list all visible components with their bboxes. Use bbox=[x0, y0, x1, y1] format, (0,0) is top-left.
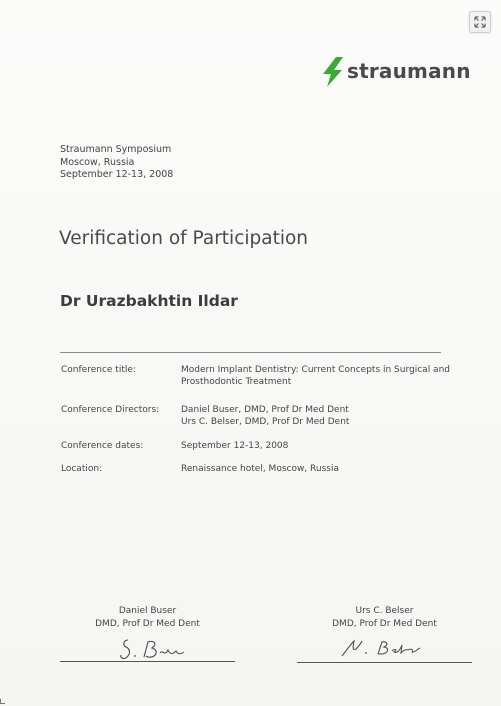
symposium-name: Straumann Symposium bbox=[60, 144, 172, 155]
signatory-2-signature bbox=[338, 637, 430, 659]
divider bbox=[60, 352, 441, 353]
signatory-2-title: DMD, Prof Dr Med Dent bbox=[332, 619, 437, 629]
signatory-1-signature bbox=[118, 637, 186, 663]
signatory-1-line bbox=[60, 661, 235, 662]
conference-dates-label: Conference dates: bbox=[61, 441, 144, 451]
signatory-1-title: DMD, Prof Dr Med Dent bbox=[95, 619, 200, 629]
conference-title-label: Conference title: bbox=[61, 365, 136, 375]
participant-name: Dr Urazbakhtin Ildar bbox=[60, 292, 238, 310]
brand-name: straumann bbox=[347, 59, 471, 83]
page-corner-mark bbox=[0, 699, 5, 704]
document-title: Verification of Participation bbox=[59, 228, 309, 249]
straumann-logo bbox=[322, 56, 472, 90]
conference-dates-value: September 12-13, 2008 bbox=[181, 441, 289, 451]
expand-button[interactable] bbox=[469, 11, 491, 33]
conference-directors-label: Conference Directors: bbox=[61, 405, 160, 415]
conference-title-value-line2: Prosthodontic Treatment bbox=[181, 377, 292, 387]
symposium-block bbox=[60, 144, 173, 182]
conference-directors-value-line1: Daniel Buser, DMD, Prof Dr Med Dent bbox=[181, 405, 349, 415]
location-label: Location: bbox=[61, 464, 103, 474]
conference-title-value-line1: Modern Implant Dentistry: Current Concepts in Surgical and bbox=[181, 365, 450, 375]
signatory-2-line bbox=[297, 662, 472, 663]
conference-directors-value-line2: Urs C. Belser, DMD, Prof Dr Med Dent bbox=[181, 417, 350, 427]
straumann-logo-icon bbox=[322, 56, 344, 88]
symposium-city: Moscow, Russia bbox=[60, 156, 135, 168]
location-value: Renaissance hotel, Moscow, Russia bbox=[181, 464, 339, 474]
expand-icon bbox=[474, 13, 486, 32]
signatory-2-name: Urs C. Belser bbox=[355, 606, 414, 616]
signatory-1-name: Daniel Buser bbox=[118, 606, 177, 616]
symposium-dates: September 12-13, 2008 bbox=[60, 169, 174, 180]
